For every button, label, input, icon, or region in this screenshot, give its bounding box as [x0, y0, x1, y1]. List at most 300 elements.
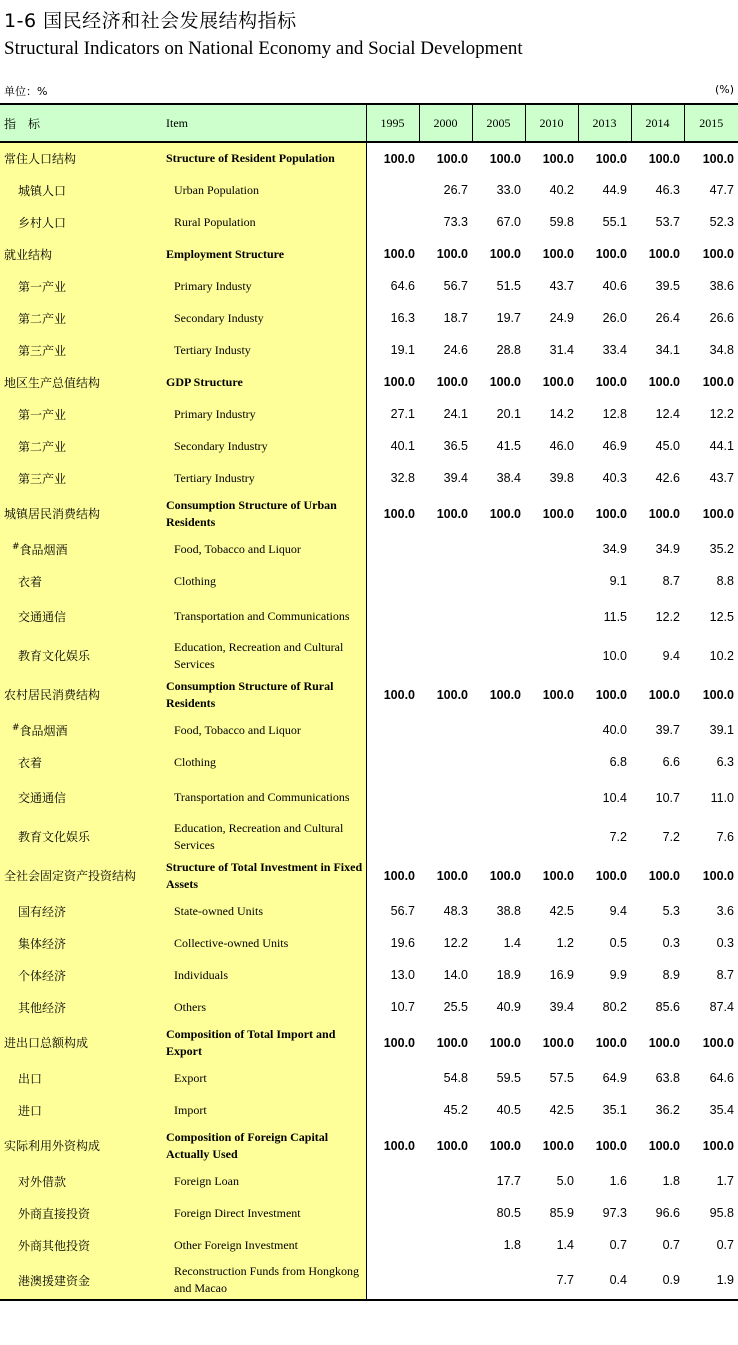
value-cell: 0.7	[662, 1238, 680, 1252]
value-cell: 59.5	[496, 1071, 521, 1085]
value-cell: 9.1	[609, 574, 627, 588]
indicator-name-cn-text: 食品烟酒	[19, 542, 68, 557]
indicator-name-cn-text: 教育文化娱乐	[18, 830, 91, 844]
value-cell	[366, 1165, 419, 1197]
value-cell: 100.0	[648, 247, 680, 261]
value-cell: 64.6	[709, 1071, 734, 1085]
value-cell: 0.3	[662, 936, 680, 950]
indicator-name-en: Secondary Industy	[160, 302, 366, 334]
indicator-name-cn	[0, 1094, 160, 1126]
indicator-name-en: Composition of Total Import and Export	[160, 1023, 366, 1062]
value-cell	[472, 778, 525, 817]
value-cell: 24.1	[443, 407, 468, 421]
indicator-name-cn	[0, 270, 160, 302]
value-cell: 100.0	[436, 1035, 468, 1050]
value-cell: 12.4	[655, 407, 680, 421]
indicator-name-en: Employment Structure	[160, 238, 366, 270]
value-cell: 40.5	[496, 1103, 521, 1117]
value-cell: 64.6	[390, 279, 415, 293]
value-cell	[525, 778, 578, 817]
value-cell: 96.6	[655, 1206, 680, 1220]
indicator-name-en: Other Foreign Investment	[160, 1229, 366, 1261]
indicator-name-en: Secondary Industry	[160, 430, 366, 462]
value-cell: 40.6	[602, 279, 627, 293]
value-cell: 44.9	[602, 183, 627, 197]
column-header-indicator-cn: 指 标	[0, 104, 160, 142]
indicator-name-cn	[0, 565, 160, 597]
indicator-name-cn-text: 实际利用外资构成	[4, 1139, 101, 1153]
table-row	[0, 597, 738, 636]
indicator-name-en: Foreign Direct Investment	[160, 1197, 366, 1229]
value-cell: 100.0	[542, 868, 574, 883]
value-cell: 100.0	[595, 1138, 627, 1153]
indicator-name-cn-text: 第一产业	[18, 279, 67, 294]
value-cell: 0.9	[631, 1261, 684, 1300]
value-cell: 8.7	[662, 574, 680, 588]
value-cell: 12.8	[602, 407, 627, 421]
value-cell: 12.2	[655, 609, 680, 624]
value-cell: 100.0	[595, 247, 627, 261]
value-cell: 100.0	[702, 1035, 734, 1050]
table-row	[0, 927, 738, 959]
table-row	[0, 270, 738, 302]
indicator-name-cn-text: 进口	[18, 1103, 43, 1118]
table-row	[0, 817, 738, 856]
value-cell: 85.9	[549, 1206, 574, 1220]
column-header-year: 2005	[472, 104, 525, 142]
indicator-name-cn-text: 其他经济	[18, 1000, 67, 1015]
table-row	[0, 636, 738, 675]
value-cell: 35.4	[709, 1103, 734, 1117]
value-cell: 1.4	[503, 936, 521, 950]
indicator-name-en: Clothing	[160, 746, 366, 778]
value-cell: 45.2	[443, 1103, 468, 1117]
value-cell: 33.4	[602, 343, 627, 357]
table-row	[0, 1197, 738, 1229]
value-cell: 100.0	[595, 687, 627, 702]
value-cell: 18.9	[496, 968, 521, 982]
value-cell	[366, 597, 419, 636]
value-cell: 1.9	[684, 1261, 738, 1300]
value-cell: 56.7	[390, 904, 415, 918]
value-cell: 36.5	[443, 439, 468, 453]
indicator-name-cn	[0, 714, 160, 746]
value-cell: 52.3	[709, 215, 734, 229]
value-cell: 100.0	[648, 1035, 680, 1050]
value-cell: 1.4	[556, 1238, 574, 1252]
indicator-name-en: Structure of Resident Population	[160, 142, 366, 174]
footnote-mark: #	[12, 722, 20, 733]
value-cell: 100.0	[383, 151, 415, 166]
value-cell	[525, 565, 578, 597]
indicator-name-cn-text: 常住人口结构	[4, 152, 77, 166]
value-cell: 1.6	[609, 1174, 627, 1188]
indicator-name-en: Food, Tobacco and Liquor	[160, 533, 366, 565]
value-cell: 47.7	[709, 183, 734, 197]
value-cell: 13.0	[390, 968, 415, 982]
indicator-name-cn	[0, 778, 160, 817]
value-cell: 48.3	[443, 904, 468, 918]
indicator-name-cn	[0, 991, 160, 1023]
value-cell: 46.9	[602, 439, 627, 453]
value-cell: 100.0	[595, 506, 627, 521]
value-cell: 100.0	[542, 687, 574, 702]
indicator-name-en: Consumption Structure of Rural Residents	[160, 675, 366, 714]
value-cell: 95.8	[709, 1206, 734, 1220]
value-cell: 54.8	[443, 1071, 468, 1085]
indicator-name-cn-text: 教育文化娱乐	[18, 649, 91, 663]
value-cell: 9.4	[609, 904, 627, 918]
indicator-name-cn	[0, 597, 160, 636]
table-row	[0, 430, 738, 462]
indicator-name-cn	[0, 206, 160, 238]
indicator-name-en: Food, Tobacco and Liquor	[160, 714, 366, 746]
value-cell	[525, 746, 578, 778]
table-row	[0, 1094, 738, 1126]
indicator-name-cn	[0, 1023, 160, 1062]
value-cell	[525, 533, 578, 565]
value-cell: 39.5	[655, 279, 680, 293]
value-cell: 100.0	[489, 247, 521, 261]
value-cell: 34.9	[602, 542, 627, 556]
value-cell: 11.0	[710, 790, 734, 805]
indicator-name-cn-text: 乡村人口	[18, 215, 67, 230]
indicator-name-en: Others	[160, 991, 366, 1023]
value-cell: 1.8	[503, 1238, 521, 1252]
unit-label: 单位：%	[4, 85, 48, 98]
table-row	[0, 302, 738, 334]
value-cell	[419, 565, 472, 597]
value-cell: 100.0	[542, 1138, 574, 1153]
indicator-name-cn-text: 交通通信	[18, 791, 67, 805]
indicator-name-en: Education, Recreation and Cultural Services	[160, 636, 366, 675]
value-cell	[366, 206, 419, 238]
value-cell: 24.6	[443, 343, 468, 357]
column-header-item: Item	[160, 104, 366, 142]
value-cell: 39.1	[709, 723, 734, 737]
value-cell: 100.0	[542, 1035, 574, 1050]
value-cell: 32.8	[390, 471, 415, 485]
table-section-row	[0, 1126, 738, 1165]
value-cell: 16.9	[549, 968, 574, 982]
value-cell: 100.0	[702, 868, 734, 883]
value-cell: 100.0	[489, 868, 521, 883]
value-cell: 8.9	[662, 968, 680, 982]
value-cell: 100.0	[383, 506, 415, 521]
value-cell: 43.7	[549, 279, 574, 293]
indicator-name-cn-text: 第三产业	[18, 471, 67, 486]
value-cell: 100.0	[595, 868, 627, 883]
value-cell: 1.7	[716, 1174, 734, 1188]
value-cell	[366, 174, 419, 206]
value-cell: 39.4	[549, 1000, 574, 1014]
value-cell: 0.7	[609, 1238, 627, 1252]
indicator-name-cn-text: 城镇人口	[18, 183, 67, 198]
table-row	[0, 533, 738, 565]
value-cell: 100.0	[542, 506, 574, 521]
table-section-row	[0, 856, 738, 895]
indicator-name-en: Import	[160, 1094, 366, 1126]
value-cell: 100.0	[489, 1138, 521, 1153]
indicator-name-cn-text: 食品烟酒	[19, 723, 68, 738]
value-cell: 38.8	[496, 904, 521, 918]
indicator-name-cn	[0, 675, 160, 714]
value-cell: 64.9	[602, 1071, 627, 1085]
table-row	[0, 714, 738, 746]
value-cell: 40.9	[496, 1000, 521, 1014]
value-cell: 39.7	[655, 723, 680, 737]
value-cell: 100.0	[436, 687, 468, 702]
value-cell: 3.6	[716, 904, 734, 918]
table-row	[0, 1261, 738, 1300]
value-cell	[366, 1197, 419, 1229]
table-header-row	[0, 104, 738, 142]
value-cell: 56.7	[443, 279, 468, 293]
value-cell: 100.0	[489, 687, 521, 702]
indicator-name-cn-text: 出口	[18, 1071, 43, 1086]
indicator-name-cn-text: 对外借款	[18, 1174, 67, 1189]
value-cell: 100.0	[648, 375, 680, 389]
value-cell	[472, 714, 525, 746]
table-row	[0, 1229, 738, 1261]
value-cell: 100.0	[383, 1035, 415, 1050]
value-cell: 12.2	[443, 936, 468, 950]
value-cell: 10.0	[602, 648, 627, 663]
indicator-name-cn-text: 衣着	[18, 755, 43, 770]
value-cell	[472, 817, 525, 856]
value-cell: 100.0	[436, 506, 468, 521]
value-cell: 46.0	[549, 439, 574, 453]
value-cell: 100.0	[383, 1138, 415, 1153]
column-header-year: 1995	[366, 104, 419, 142]
indicator-name-cn	[0, 494, 160, 533]
value-cell	[366, 1062, 419, 1094]
value-cell: 46.3	[655, 183, 680, 197]
indicator-name-en: Reconstruction Funds from Hongkong and Macao	[160, 1261, 366, 1300]
indicator-name-cn	[0, 1229, 160, 1261]
value-cell: 11.5	[603, 609, 627, 624]
value-cell: 100.0	[383, 868, 415, 883]
indicator-name-en: Structure of Total Investment in Fixed Assets	[160, 856, 366, 895]
value-cell: 8.7	[716, 968, 734, 982]
column-header-year: 2015	[684, 104, 738, 142]
value-cell	[472, 636, 525, 675]
value-cell: 100.0	[648, 151, 680, 166]
value-cell: 39.8	[549, 471, 574, 485]
indicator-name-cn-text: 进出口总额构成	[4, 1036, 89, 1050]
indicator-name-en: Tertiary Industy	[160, 334, 366, 366]
value-cell	[419, 714, 472, 746]
value-cell: 40.3	[602, 471, 627, 485]
value-cell: 100.0	[702, 1138, 734, 1153]
indicator-name-cn-text: 农村居民消费结构	[4, 688, 101, 702]
value-cell: 100.0	[489, 506, 521, 521]
table-section-row	[0, 142, 738, 174]
indicator-name-cn	[0, 398, 160, 430]
indicator-name-cn	[0, 334, 160, 366]
value-cell: 9.4	[662, 648, 680, 663]
value-cell: 10.7	[390, 1000, 415, 1014]
value-cell: 40.0	[602, 723, 627, 737]
value-cell: 33.0	[496, 183, 521, 197]
value-cell	[419, 746, 472, 778]
indicator-name-cn-text: 交通通信	[18, 610, 67, 624]
value-cell: 80.5	[496, 1206, 521, 1220]
value-cell: 24.9	[549, 311, 574, 325]
value-cell	[366, 714, 419, 746]
value-cell: 45.0	[655, 439, 680, 453]
value-cell	[419, 778, 472, 817]
value-cell: 1.8	[662, 1174, 680, 1188]
indicator-name-cn-text: 第一产业	[18, 407, 67, 422]
value-cell: 100.0	[542, 151, 574, 166]
indicator-name-en: State-owned Units	[160, 895, 366, 927]
indicator-name-en: Urban Population	[160, 174, 366, 206]
value-cell: 43.7	[709, 471, 734, 485]
value-cell: 26.0	[602, 311, 627, 325]
value-cell: 14.0	[443, 968, 468, 982]
value-cell: 27.1	[390, 407, 415, 421]
indicator-name-cn	[0, 238, 160, 270]
table-section-row	[0, 366, 738, 398]
value-cell	[366, 565, 419, 597]
indicator-name-cn	[0, 856, 160, 895]
value-cell	[366, 533, 419, 565]
indicator-name-en: Individuals	[160, 959, 366, 991]
value-cell: 20.1	[496, 407, 521, 421]
value-cell: 1.2	[556, 936, 574, 950]
table-section-row	[0, 675, 738, 714]
value-cell: 39.4	[443, 471, 468, 485]
indicator-name-en: Export	[160, 1062, 366, 1094]
indicator-name-cn-text: 就业结构	[4, 247, 53, 262]
page-title-en: Structural Indicators on National Economy and Social Development	[4, 38, 523, 59]
value-cell: 100.0	[489, 1035, 521, 1050]
indicator-name-en: Primary Industy	[160, 270, 366, 302]
indicator-name-cn-text: 外商其他投资	[18, 1238, 91, 1253]
table-row	[0, 398, 738, 430]
indicator-name-en: Primary Industry	[160, 398, 366, 430]
indicator-name-cn-text: 第三产业	[18, 343, 67, 358]
value-cell: 36.2	[655, 1103, 680, 1117]
value-cell	[366, 636, 419, 675]
indicator-name-cn	[0, 895, 160, 927]
table-row	[0, 746, 738, 778]
value-cell: 14.2	[549, 407, 574, 421]
value-cell	[525, 597, 578, 636]
value-cell: 59.8	[549, 215, 574, 229]
footnote-mark: #	[12, 541, 20, 552]
value-cell: 19.1	[390, 343, 415, 357]
indicator-name-en: Tertiary Industry	[160, 462, 366, 494]
indicator-name-cn	[0, 817, 160, 856]
value-cell	[366, 778, 419, 817]
indicator-name-cn	[0, 1062, 160, 1094]
indicator-name-cn-text: 个体经济	[18, 968, 67, 983]
value-cell: 26.7	[443, 183, 468, 197]
value-cell: 34.9	[655, 542, 680, 556]
value-cell	[419, 817, 472, 856]
value-cell: 100.0	[702, 151, 734, 166]
table-row	[0, 334, 738, 366]
value-cell: 6.3	[716, 755, 734, 769]
value-cell: 12.2	[709, 407, 734, 421]
value-cell: 16.3	[390, 311, 415, 325]
value-cell: 42.5	[549, 1103, 574, 1117]
value-cell: 80.2	[602, 1000, 627, 1014]
table-row	[0, 1165, 738, 1197]
indicator-name-cn-text: 地区生产总值结构	[4, 375, 101, 390]
indicator-name-cn-text: 第二产业	[18, 439, 67, 454]
value-cell: 100.0	[436, 375, 468, 389]
value-cell: 100.0	[648, 1138, 680, 1153]
indicator-name-cn	[0, 142, 160, 174]
value-cell: 0.7	[716, 1238, 734, 1252]
indicator-name-cn	[0, 1126, 160, 1165]
indicator-name-cn	[0, 1165, 160, 1197]
indicator-name-en: Transportation and Communications	[160, 778, 366, 817]
indicator-name-en: GDP Structure	[160, 366, 366, 398]
column-header-year: 2000	[419, 104, 472, 142]
value-cell: 9.9	[609, 968, 627, 982]
value-cell: 8.8	[716, 574, 734, 588]
value-cell	[525, 817, 578, 856]
value-cell: 26.6	[709, 311, 734, 325]
value-cell: 35.1	[602, 1103, 627, 1117]
value-cell: 85.6	[655, 1000, 680, 1014]
value-cell: 19.6	[390, 936, 415, 950]
value-cell	[472, 533, 525, 565]
table-row	[0, 895, 738, 927]
value-cell: 100.0	[383, 687, 415, 702]
value-cell	[366, 746, 419, 778]
indicator-name-en: Transportation and Communications	[160, 597, 366, 636]
table-section-row	[0, 494, 738, 533]
table-row	[0, 778, 738, 817]
indicator-name-en: Education, Recreation and Cultural Services	[160, 817, 366, 856]
value-cell: 10.7	[655, 790, 680, 805]
value-cell: 100.0	[436, 151, 468, 166]
value-cell: 7.7	[525, 1261, 578, 1300]
value-cell: 100.0	[542, 375, 574, 389]
value-cell: 0.4	[578, 1261, 631, 1300]
indicator-name-en: Collective-owned Units	[160, 927, 366, 959]
indicator-name-cn	[0, 636, 160, 675]
table-section-row	[0, 1023, 738, 1062]
value-cell: 42.5	[549, 904, 574, 918]
value-cell: 38.6	[709, 279, 734, 293]
table-row	[0, 959, 738, 991]
table-row	[0, 206, 738, 238]
indicator-name-cn	[0, 366, 160, 398]
table-row	[0, 462, 738, 494]
value-cell: 7.2	[609, 829, 627, 844]
indicator-name-cn	[0, 927, 160, 959]
value-cell: 31.4	[549, 343, 574, 357]
value-cell: 100.0	[595, 1035, 627, 1050]
indicator-table	[0, 103, 738, 1301]
value-cell	[525, 714, 578, 746]
value-cell: 0.5	[609, 936, 627, 950]
indicator-name-en: Foreign Loan	[160, 1165, 366, 1197]
value-cell: 18.7	[443, 311, 468, 325]
table-section-row	[0, 238, 738, 270]
value-cell	[472, 1261, 525, 1300]
value-cell: 7.2	[662, 829, 680, 844]
value-cell: 63.8	[655, 1071, 680, 1085]
value-cell	[366, 1094, 419, 1126]
value-cell: 53.7	[655, 215, 680, 229]
